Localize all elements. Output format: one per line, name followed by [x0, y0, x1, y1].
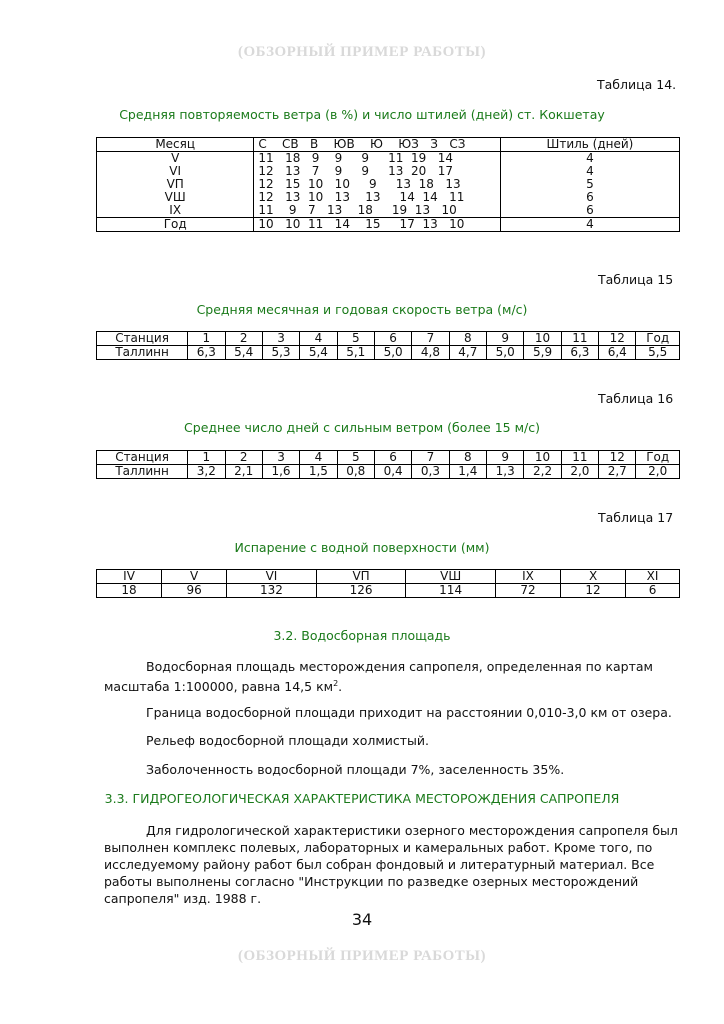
section33-line4: работы выполнены согласно "Инструкции по разведке озерных месторождений — [104, 874, 639, 889]
table-row — [97, 346, 680, 360]
table14-header-calm: Штиль (дней) — [500, 138, 679, 152]
table-row — [97, 451, 680, 465]
table-cell: 6,3 — [561, 346, 598, 360]
table-cell: 114 — [406, 584, 496, 598]
table14-caption: Таблица 14. — [597, 77, 677, 92]
table-cell: VП — [316, 570, 406, 584]
table-cell: 1,3 — [487, 465, 524, 479]
table-row — [97, 570, 680, 584]
table-cell: 5,1 — [337, 346, 374, 360]
table-cell: 5,0 — [374, 346, 411, 360]
table-cell: Станция — [97, 451, 188, 465]
table-cell: 7 — [412, 332, 449, 346]
table-cell: 2,2 — [524, 465, 561, 479]
table-cell: Год — [636, 332, 680, 346]
table-row — [97, 332, 680, 346]
table-cell: 11 — [561, 332, 598, 346]
table-cell: 12 — [599, 332, 636, 346]
table-cell: 0,8 — [337, 465, 374, 479]
table14 — [96, 137, 680, 232]
section33-line1: Для гидрологической характеристики озерного месторождения сапропеля был — [146, 823, 678, 838]
watermark-top: (ОБЗОРНЫЙ ПРИМЕР РАБОТЫ) — [237, 44, 486, 60]
table-row: IX 11 9 7 13 18 19 13 10 6 — [97, 204, 680, 218]
table16 — [96, 450, 680, 479]
table-cell: 1,4 — [449, 465, 486, 479]
table-cell: 2 — [225, 332, 262, 346]
section32-p1-line1: Водосборная площадь месторождения сапропеля, определенная по картам — [146, 659, 653, 674]
table-row: VI 12 13 7 9 9 13 20 17 4 — [97, 165, 680, 178]
table-cell: 3 — [262, 332, 299, 346]
table-cell: 5,4 — [300, 346, 337, 360]
table-cell: 12 — [599, 451, 636, 465]
table-cell: 8 — [449, 451, 486, 465]
section32-heading: 3.2. Водосборная площадь — [273, 628, 451, 643]
section32-p4: Заболоченность водосборной площади 7%, заселенность 35%. — [146, 762, 565, 777]
table-cell: 3,2 — [188, 465, 225, 479]
table-cell: 72 — [495, 584, 560, 598]
section32-p2: Граница водосборной площади приходит на расстоянии 0,010-3,0 км от озера. — [146, 705, 672, 720]
table-cell: 1 — [188, 451, 225, 465]
table-cell: V — [162, 570, 227, 584]
section33-line3: исследуемому району работ был собран фондовый и литературный материал. Все — [104, 857, 655, 872]
page-number: 34 — [351, 910, 373, 929]
section32-p3: Рельеф водосборной площади холмистый. — [146, 733, 430, 748]
table-cell: Таллинн — [97, 346, 188, 360]
table15-caption: Таблица 15 — [598, 272, 674, 287]
table-cell: 18 — [97, 584, 162, 598]
table-cell: 5,9 — [524, 346, 561, 360]
table-cell: 0,3 — [412, 465, 449, 479]
table-cell: 4 — [300, 451, 337, 465]
table15-title: Средняя месячная и годовая скорость ветра (м/с) — [196, 302, 528, 317]
table16-title: Среднее число дней с сильным ветром (более 15 м/с) — [184, 420, 540, 435]
table-cell: 2 — [225, 451, 262, 465]
table-cell: VI — [227, 570, 317, 584]
table-cell: 9 — [487, 332, 524, 346]
table-cell: 2,7 — [599, 465, 636, 479]
table-cell: 5 — [337, 332, 374, 346]
table-cell: 0,4 — [374, 465, 411, 479]
table-cell: 2,0 — [561, 465, 598, 479]
table-cell: XI — [626, 570, 680, 584]
table-cell: 9 — [487, 451, 524, 465]
table-cell: 6,3 — [188, 346, 225, 360]
table-cell: 3 — [262, 451, 299, 465]
section33-heading: 3.3. ГИДРОГЕОЛОГИЧЕСКАЯ ХАРАКТЕРИСТИКА МЕСТОРОЖДЕНИЯ САПРОПЕЛЯ — [104, 791, 620, 806]
table-cell: 12 — [561, 584, 626, 598]
table-cell: 5,0 — [487, 346, 524, 360]
table-row: VП 12 15 10 10 9 13 18 13 5 — [97, 178, 680, 191]
table-cell: IX — [495, 570, 560, 584]
table-row — [97, 465, 680, 479]
table-cell: 132 — [227, 584, 317, 598]
table-cell: 10 — [524, 451, 561, 465]
table-cell: IV — [97, 570, 162, 584]
table-cell: X — [561, 570, 626, 584]
table-cell: Таллинн — [97, 465, 188, 479]
table-row — [97, 138, 680, 152]
table-cell: 1,6 — [262, 465, 299, 479]
table-cell: 11 — [561, 451, 598, 465]
table-cell: 96 — [162, 584, 227, 598]
table-cell: 1 — [188, 332, 225, 346]
table-row: Год 10 10 11 14 15 17 13 10 4 — [97, 218, 680, 232]
watermark-bottom: (ОБЗОРНЫЙ ПРИМЕР РАБОТЫ) — [237, 948, 486, 964]
table-cell: VШ — [406, 570, 496, 584]
table-cell: 5,5 — [636, 346, 680, 360]
table-cell: 126 — [316, 584, 406, 598]
table-cell: 10 — [524, 332, 561, 346]
table-cell: 8 — [449, 332, 486, 346]
section32-p1-line2: масштаба 1:100000, равна 14,5 $км^2$. — [104, 679, 343, 695]
table-cell: 5,3 — [262, 346, 299, 360]
table-cell: 4,7 — [449, 346, 486, 360]
table-cell: 6 — [374, 332, 411, 346]
table14-title: Средняя повторяемость ветра (в %) и число штилей (дней) ст. Кокшетау — [119, 107, 605, 122]
table-cell: Год — [636, 451, 680, 465]
table17-title: Испарение с водной поверхности (мм) — [234, 540, 490, 555]
table17-caption: Таблица 17 — [598, 510, 674, 525]
table-cell: Станция — [97, 332, 188, 346]
table-row: V 11 18 9 9 9 11 19 14 4 — [97, 152, 680, 166]
table-cell: 4,8 — [412, 346, 449, 360]
table-cell: 6 — [626, 584, 680, 598]
table15 — [96, 331, 680, 360]
table-cell: 5,4 — [225, 346, 262, 360]
table-row — [97, 584, 680, 598]
table17 — [96, 569, 680, 598]
table-cell: 6 — [374, 451, 411, 465]
table16-caption: Таблица 16 — [598, 391, 674, 406]
table-cell: 1,5 — [300, 465, 337, 479]
table-cell: 2,1 — [225, 465, 262, 479]
table-cell: 4 — [300, 332, 337, 346]
table14-header-month: Месяц — [97, 138, 254, 152]
table-cell: 5 — [337, 451, 374, 465]
section33-line5: сапропеля" изд. 1988 г. — [104, 891, 262, 906]
table-cell: 7 — [412, 451, 449, 465]
table14-header-winds: С СВ В ЮВ Ю ЮЗ З СЗ — [254, 138, 501, 152]
table-cell: 6,4 — [599, 346, 636, 360]
section33-line2: выполнен комплекс полевых, лабораторных и камеральных работ. Кроме того, по — [104, 840, 653, 855]
table-cell: 2,0 — [636, 465, 680, 479]
table-row: VШ 12 13 10 13 13 14 14 11 6 — [97, 191, 680, 204]
